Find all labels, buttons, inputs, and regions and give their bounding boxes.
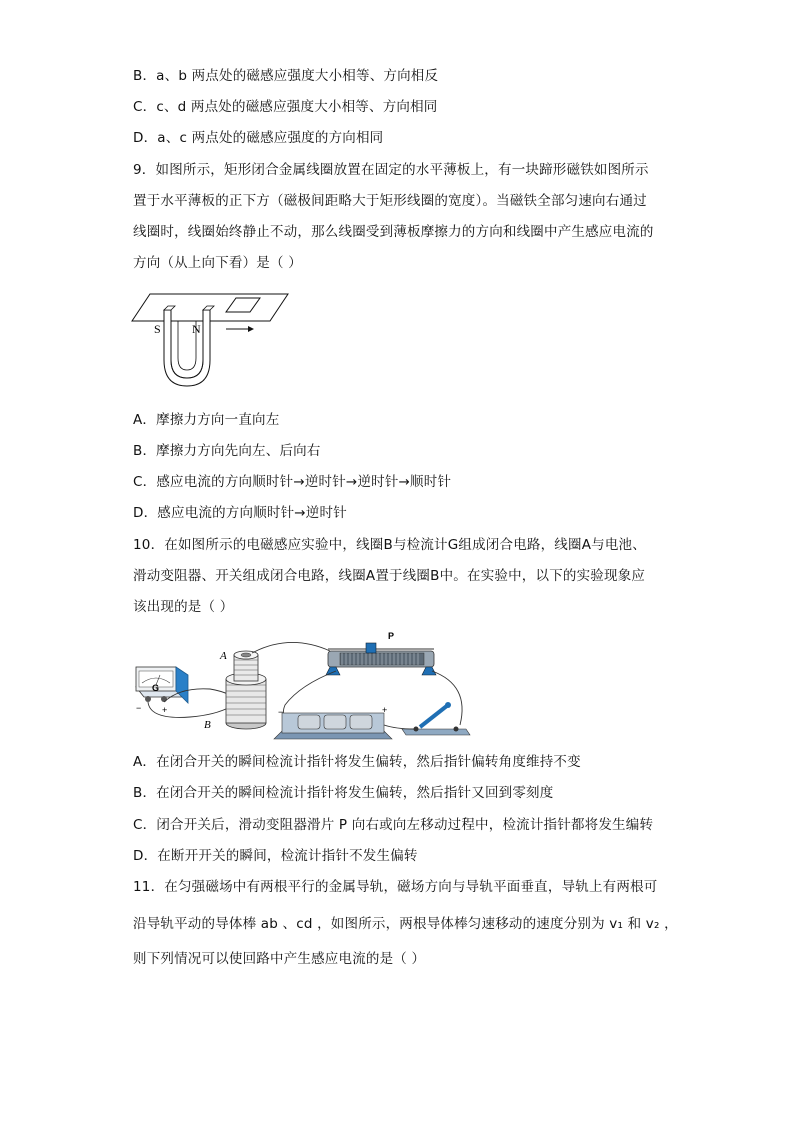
q10-stem-line: 滑动变阻器、开关组成闭合电路，线圈A置于线圈B中。在实验中，以下的实验现象应 bbox=[133, 568, 646, 584]
coil-b bbox=[226, 673, 266, 729]
rheostat bbox=[326, 643, 436, 675]
q10-stem-line: 该出现的是（ ） bbox=[133, 599, 234, 615]
q9-option-d: D．感应电流的方向顺时针→逆时针 bbox=[133, 505, 347, 521]
q11-stem-line: 则下列情况可以使回路中产生感应电流的是（ ） bbox=[133, 951, 426, 967]
coil-a bbox=[234, 651, 258, 681]
q8-option-c: C．c、d 两点处的磁感应强度大小相等、方向相同 bbox=[133, 99, 438, 115]
slider-label: P bbox=[388, 631, 395, 641]
q10-option-d: D．在断开开关的瞬间，检流计指针不发生偏转 bbox=[133, 848, 418, 864]
coil-b-label: B bbox=[204, 719, 211, 731]
battery-minus: − bbox=[278, 707, 284, 717]
north-pole-label: N bbox=[192, 322, 201, 336]
galvanometer bbox=[136, 667, 188, 715]
switch bbox=[402, 702, 470, 735]
q9-stem-line: 置于水平薄板的正下方（磁极间距略大于矩形线圈的宽度）。当磁铁全部匀速向右通过 bbox=[133, 193, 647, 209]
q10-option-b: B．在闭合开关的瞬间检流计指针将发生偏转，然后指针又回到零刻度 bbox=[133, 785, 554, 801]
q10-apparatus-diagram bbox=[130, 625, 475, 740]
coil-a-label: A bbox=[220, 650, 227, 662]
q9-stem-line: 方向（从上向下看）是（ ） bbox=[133, 255, 302, 271]
q9-stem-line: 9．如图所示，矩形闭合金属线圈放置在固定的水平薄板上，有一块蹄形磁铁如图所示 bbox=[133, 162, 649, 178]
q10-stem-line: 10．在如图所示的电磁感应实验中，线圈B与检流计G组成闭合电路，线圈A与电池、 bbox=[133, 537, 646, 553]
q8-option-b: B．a、b 两点处的磁感应强度大小相等、方向相反 bbox=[133, 68, 439, 84]
q11-stem-line: 沿导轨平动的导体棒 ab 、cd ，如图所示，两根导体棒匀速移动的速度分别为 v₁ 和 v₂ ， bbox=[133, 916, 678, 932]
q10-option-a: A．在闭合开关的瞬间检流计指针将发生偏转，然后指针偏转角度维持不变 bbox=[133, 754, 581, 770]
galvanometer-plus: + bbox=[162, 705, 168, 715]
battery-plus: + bbox=[382, 705, 388, 715]
q9-stem-line: 线圈时，线圈始终静止不动，那么线圈受到薄板摩擦力的方向和线圈中产生感应电流的 bbox=[133, 224, 654, 240]
q9-figure-magnet bbox=[130, 288, 295, 393]
galvanometer-label: G bbox=[152, 683, 160, 693]
battery-box bbox=[274, 705, 392, 739]
q10-figure-apparatus bbox=[130, 625, 475, 740]
q9-option-c: C．感应电流的方向顺时针→逆时针→逆时针→顺时针 bbox=[133, 474, 452, 490]
q10-option-c: C．闭合开关后，滑动变阻器滑片 P 向右或向左移动过程中，检流计指针都将发生编转 bbox=[133, 817, 654, 833]
q8-option-d: D．a、c 两点处的磁感应强度的方向相同 bbox=[133, 130, 384, 146]
q11-stem-line: 11．在匀强磁场中有两根平行的金属导轨，磁场方向与导轨平面垂直，导轨上有两根可 bbox=[133, 879, 658, 895]
galvanometer-minus: − bbox=[136, 703, 142, 713]
q9-option-b: B．摩擦力方向先向左、后向右 bbox=[133, 443, 321, 459]
q9-option-a: A．摩擦力方向一直向左 bbox=[133, 412, 280, 428]
q9-magnet-diagram bbox=[130, 288, 295, 393]
south-pole-label: S bbox=[154, 322, 161, 336]
